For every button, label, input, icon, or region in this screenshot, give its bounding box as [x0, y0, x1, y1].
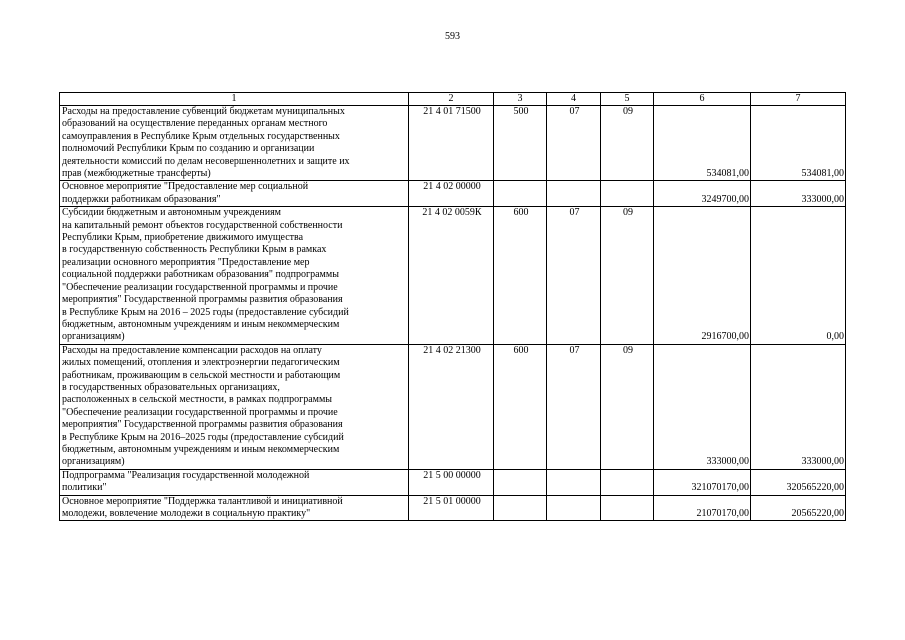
header-row: [60, 93, 846, 106]
amount-cell-6: 333000,00: [654, 344, 751, 469]
description-line: в государственную собственность Республики Крым в рамках: [62, 244, 327, 256]
budget-table: [59, 92, 846, 521]
description-line: молодежи, вовлечение молодежи в социальную практику": [62, 508, 311, 519]
table-row: [60, 207, 846, 344]
description-line: полномочий Республики Крым по созданию и организации: [62, 143, 315, 155]
expense-type-cell: 600: [494, 207, 547, 344]
budget-code-cell: 21 5 01 00000: [409, 495, 494, 521]
description-line: реализации основного мероприятия "Предоставление мер: [62, 256, 310, 268]
description-line: деятельности комиссий по делам несовершеннолетних и защите их: [62, 155, 350, 167]
expense-type-cell: 600: [494, 344, 547, 469]
amount-cell-7: 534081,00: [751, 106, 846, 181]
budget-code-cell: 21 4 02 0059К: [409, 207, 494, 344]
row-description: [60, 469, 409, 495]
table-row: [60, 106, 846, 181]
budget-code-cell: 21 4 02 00000: [409, 181, 494, 207]
subsection-cell: [601, 495, 654, 521]
amount-cell-7: 20565220,00: [751, 495, 846, 521]
description-line: организациям): [62, 456, 125, 468]
description-line: политики": [62, 482, 107, 494]
column-header: 7: [751, 93, 846, 106]
amount-cell-6: 321070170,00: [654, 469, 751, 495]
description-line: Республики Крым, приобретение движимого имущества: [62, 232, 304, 244]
row-description: [60, 495, 409, 521]
description-line: Подпрограмма "Реализация государственной молодежной: [62, 469, 310, 481]
table-row: [60, 469, 846, 495]
description-line: Расходы на предоставление компенсации расходов на оплату: [62, 344, 322, 356]
column-header: 5: [601, 93, 654, 106]
section-cell: 07: [547, 106, 601, 181]
description-line: в государственных образовательных организациях,: [62, 381, 280, 393]
description-line: жилых помещений, отопления и электроэнергии педагогическим: [62, 357, 340, 369]
description-line: на капитальный ремонт объектов государственной собственности: [62, 219, 343, 231]
description-line: "Обеспечение реализации государственной программы и прочие: [62, 281, 338, 293]
amount-cell-6: 3249700,00: [654, 181, 751, 207]
description-line: бюджетным, автономным учреждениям и иным некоммерческим: [62, 443, 340, 455]
description-line: Основное мероприятие "Предоставление мер социальной: [62, 181, 309, 193]
table-row: [60, 495, 846, 521]
column-header: 1: [60, 93, 409, 106]
description-line: поддержки работникам образования": [62, 193, 221, 205]
description-line: самоуправления в Республике Крым отдельных государственных: [62, 130, 340, 142]
budget-code-cell: 21 5 00 00000: [409, 469, 494, 495]
expense-type-cell: [494, 469, 547, 495]
table-row: [60, 181, 846, 207]
section-cell: 07: [547, 207, 601, 344]
amount-cell-7: 320565220,00: [751, 469, 846, 495]
description-line: расположенных в сельской местности, в рамках подпрограммы: [62, 394, 333, 406]
page-number: 593: [445, 31, 460, 42]
section-cell: [547, 181, 601, 207]
section-cell: [547, 495, 601, 521]
column-header: 3: [494, 93, 547, 106]
amount-cell-6: 534081,00: [654, 106, 751, 181]
description-line: "Обеспечение реализации государственной программы и прочие: [62, 406, 338, 418]
row-description: [60, 344, 409, 469]
expense-type-cell: [494, 495, 547, 521]
amount-cell-6: 21070170,00: [654, 495, 751, 521]
row-description: [60, 106, 409, 181]
amount-cell-7: 333000,00: [751, 344, 846, 469]
subsection-cell: 09: [601, 207, 654, 344]
description-line: мероприятия" Государственной программы развития образования: [62, 419, 343, 431]
subsection-cell: [601, 469, 654, 495]
column-header: 2: [409, 93, 494, 106]
budget-code-cell: 21 4 02 21300: [409, 344, 494, 469]
amount-cell-7: 333000,00: [751, 181, 846, 207]
description-line: организациям): [62, 331, 125, 343]
description-line: работникам, проживающим в сельской местности и работающим: [62, 369, 341, 381]
description-line: в Республике Крым на 2016 – 2025 годы (предоставление субсидий: [62, 306, 349, 318]
column-header: 4: [547, 93, 601, 106]
expense-type-cell: [494, 181, 547, 207]
description-line: Основное мероприятие "Поддержка талантливой и инициативной: [62, 495, 343, 507]
budget-code-cell: 21 4 01 71500: [409, 106, 494, 181]
amount-cell-7: 0,00: [751, 207, 846, 344]
section-cell: 07: [547, 344, 601, 469]
subsection-cell: 09: [601, 344, 654, 469]
description-line: Расходы на предоставление субвенций бюджетам муниципальных: [62, 106, 345, 117]
row-description: [60, 181, 409, 207]
column-header: 6: [654, 93, 751, 106]
description-line: прав (межбюджетные трансферты): [62, 168, 211, 180]
row-description: [60, 207, 409, 344]
table-row: [60, 344, 846, 469]
description-line: мероприятия" Государственной программы развития образования: [62, 294, 343, 306]
description-line: в Республике Крым на 2016–2025 годы (предоставление субсидий: [62, 431, 344, 443]
description-line: Субсидии бюджетным и автономным учреждениям: [62, 207, 282, 219]
expense-type-cell: 500: [494, 106, 547, 181]
subsection-cell: [601, 181, 654, 207]
amount-cell-6: 2916700,00: [654, 207, 751, 344]
subsection-cell: 09: [601, 106, 654, 181]
description-line: бюджетным, автономным учреждениям и иным некоммерческим: [62, 318, 340, 330]
description-line: образований на осуществление переданных органам местного: [62, 118, 328, 130]
description-line: социальной поддержки работникам образования" подпрограммы: [62, 269, 339, 281]
section-cell: [547, 469, 601, 495]
